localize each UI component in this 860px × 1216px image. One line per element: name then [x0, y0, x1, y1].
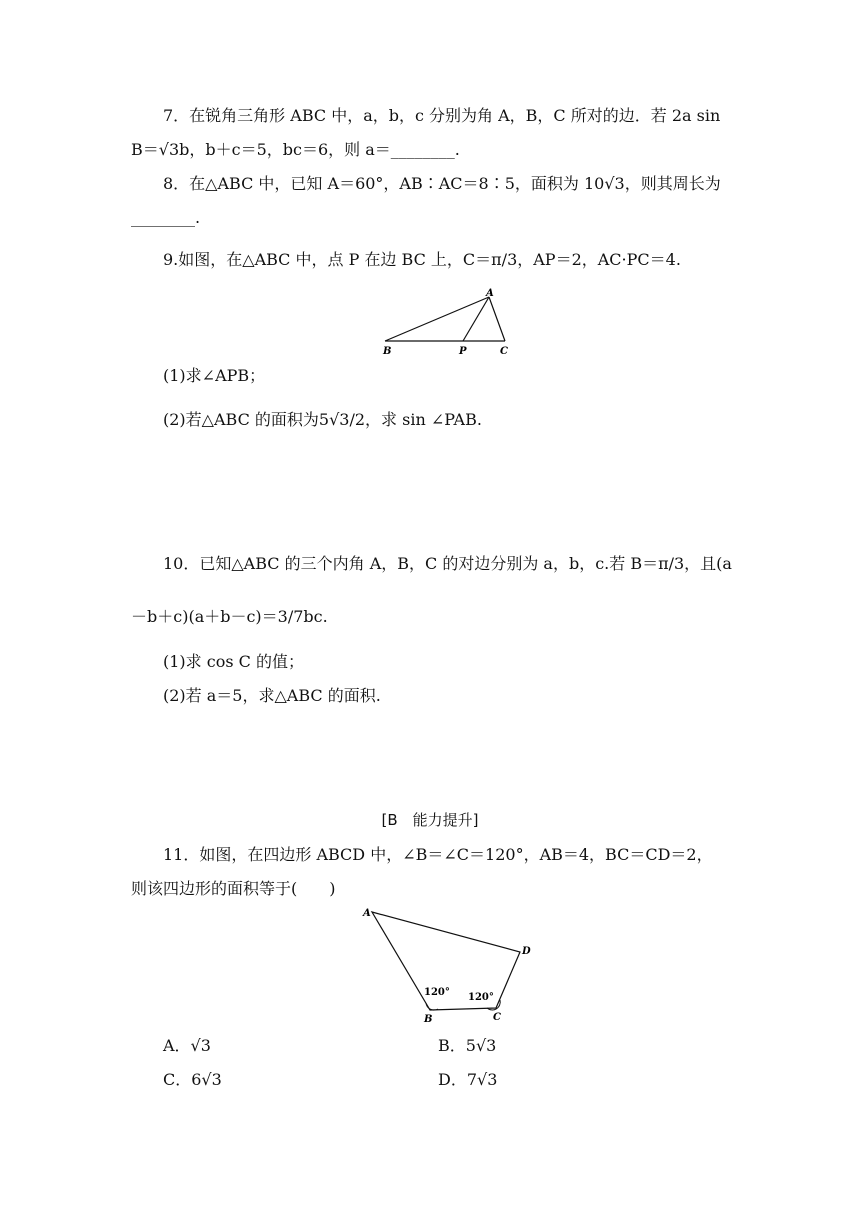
q10-part1: (1)求 cos C 的值；: [163, 652, 304, 671]
q8-line1: 8．在△ABC 中，已知 A＝60°，AB∶AC＝8∶5，面积为 10√3，则其周长为: [163, 174, 721, 193]
q9-label-c: C: [500, 346, 508, 357]
q11-angle-b: 120°: [424, 987, 450, 998]
section-heading-b: [B 能力提升]: [381, 811, 479, 829]
q11-label-c: C: [493, 1012, 501, 1023]
q9-label-a: A: [486, 288, 494, 299]
q9-triangle-figure: [375, 287, 515, 359]
q9-label-b: B: [383, 346, 392, 357]
q7-line1: 7．在锐角三角形 ABC 中，a，b，c 分别为角 A，B，C 所对的边．若 2a sin: [163, 106, 721, 125]
q11-option-a[interactable]: A．√3: [163, 1036, 211, 1055]
q9-label-p: P: [459, 346, 467, 357]
q11-option-d[interactable]: D．7√3: [438, 1070, 498, 1089]
q11-option-c[interactable]: C．6√3: [163, 1070, 222, 1089]
q10-part2: (2)若 a＝5，求△ABC 的面积.: [163, 686, 381, 705]
q9-stem: 9.如图，在△ABC 中，点 P 在边 BC 上，C＝π/3，AP＝2，AC·PC＝4.: [163, 250, 681, 269]
q9-part2: (2)若△ABC 的面积为5√3/2，求 sin ∠PAB.: [163, 410, 482, 429]
q10-line2: －b＋c)(a＋b－c)＝3/7bc.: [131, 607, 328, 626]
q11-line1: 11．如图，在四边形 ABCD 中，∠B＝∠C＝120°，AB＝4，BC＝CD＝2，: [163, 845, 713, 864]
q11-line2: 则该四边形的面积等于( ): [131, 879, 336, 898]
q11-label-a: A: [363, 908, 371, 919]
q8-line2: ________.: [131, 208, 201, 227]
q7-line2: B＝√3b，b＋c＝5，bc＝6，则 a＝________.: [131, 140, 460, 159]
q9-part1: (1)求∠APB；: [163, 366, 266, 385]
q11-option-b[interactable]: B．5√3: [438, 1036, 497, 1055]
q11-angle-c: 120°: [468, 992, 494, 1003]
q10-line1: 10．已知△ABC 的三个内角 A，B，C 的对边分别为 a，b，c.若 B＝π/3，且(a: [163, 554, 732, 573]
q11-quadrilateral-figure: [360, 902, 540, 1026]
q11-label-b: B: [424, 1014, 433, 1025]
q11-label-d: D: [522, 946, 531, 957]
